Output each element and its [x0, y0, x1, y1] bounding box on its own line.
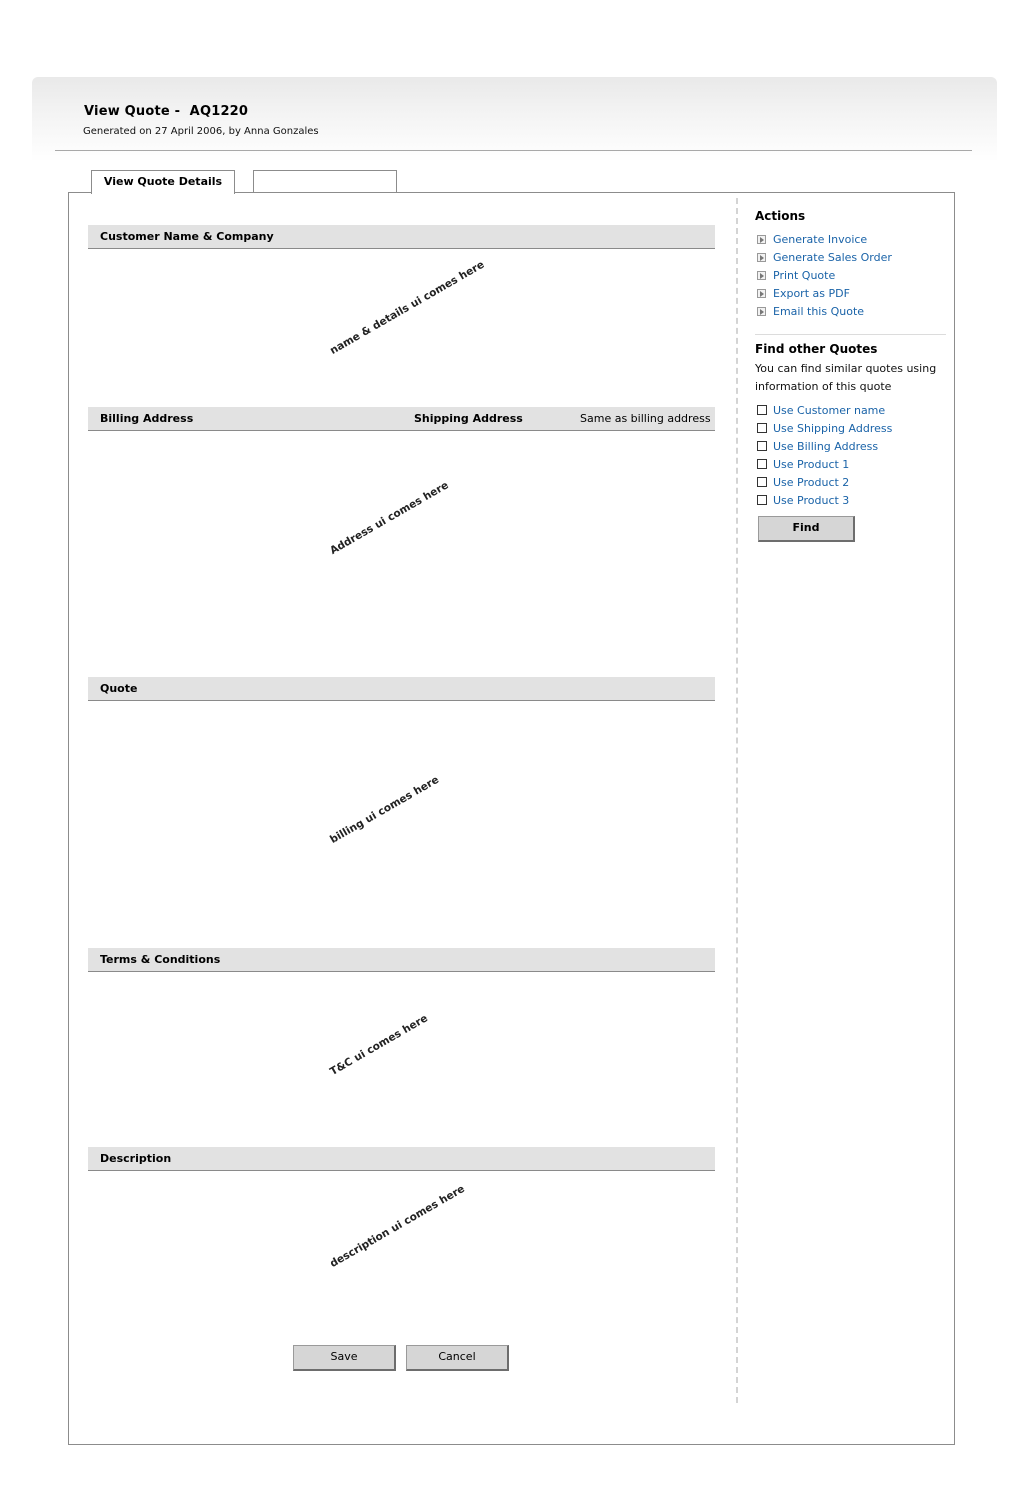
arrow-icon — [757, 271, 766, 280]
filter-label: Use Shipping Address — [773, 422, 893, 435]
arrow-icon — [757, 307, 766, 316]
section-title-quote: Quote — [100, 682, 138, 695]
page-subtitle: Generated on 27 April 2006, by Anna Gonzales — [83, 126, 319, 137]
save-button[interactable]: Save — [293, 1345, 396, 1371]
action-label: Print Quote — [773, 269, 836, 282]
section-title-shipping: Shipping Address — [414, 412, 523, 425]
arrow-icon — [757, 289, 766, 298]
section-title-terms: Terms & Conditions — [100, 953, 221, 966]
action-label: Email this Quote — [773, 305, 865, 318]
tab-view-quote-details[interactable]: View Quote Details — [91, 170, 235, 194]
actions-heading: Actions — [755, 209, 806, 223]
checkbox[interactable] — [757, 459, 767, 469]
placeholder-address: Address ui comes here — [328, 479, 451, 557]
sidebar-rule — [755, 334, 946, 335]
action-print-quote[interactable] — [757, 269, 835, 283]
same-as-billing-label[interactable]: Same as billing address — [580, 412, 711, 425]
action-label: Generate Invoice — [773, 233, 868, 246]
section-title-customer: Customer Name & Company — [100, 230, 274, 243]
cancel-button[interactable]: Cancel — [406, 1345, 509, 1371]
filter-customer-name[interactable] — [757, 404, 885, 417]
placeholder-description: description ui comes here — [328, 1182, 467, 1270]
placeholder-terms: T&C ui comes here — [328, 1012, 430, 1078]
checkbox[interactable] — [757, 441, 767, 451]
action-generate-sales-order[interactable] — [757, 251, 892, 265]
find-quotes-heading: Find other Quotes — [755, 342, 878, 356]
filter-product-3[interactable] — [757, 494, 849, 507]
checkbox[interactable] — [757, 477, 767, 487]
section-header-address — [88, 407, 715, 431]
filter-shipping-address[interactable] — [757, 422, 892, 435]
action-export-pdf[interactable] — [757, 287, 850, 301]
filter-label: Use Billing Address — [773, 440, 879, 453]
placeholder-customer: name & details ui comes here — [328, 258, 487, 357]
filter-product-1[interactable] — [757, 458, 849, 471]
filter-product-2[interactable] — [757, 476, 849, 489]
section-title-description: Description — [100, 1152, 172, 1165]
filter-label: Use Customer name — [773, 404, 886, 417]
action-label: Export as PDF — [773, 287, 850, 300]
header-divider — [55, 150, 972, 151]
filter-label: Use Product 3 — [773, 494, 850, 507]
filter-label: Use Product 1 — [773, 458, 850, 471]
filter-label: Use Product 2 — [773, 476, 850, 489]
tab-secondary[interactable] — [253, 170, 397, 192]
action-generate-invoice[interactable] — [757, 233, 867, 247]
section-title-billing: Billing Address — [100, 412, 194, 425]
arrow-icon — [757, 235, 766, 244]
find-button[interactable]: Find — [758, 516, 855, 542]
checkbox[interactable] — [757, 495, 767, 505]
filter-billing-address[interactable] — [757, 440, 878, 453]
checkbox[interactable] — [757, 405, 767, 415]
section-header-quote — [88, 677, 715, 701]
placeholder-quote: billing ui comes here — [328, 773, 442, 846]
section-header-terms — [88, 948, 715, 972]
checkbox[interactable] — [757, 423, 767, 433]
arrow-icon — [757, 253, 766, 262]
find-quotes-description: You can find similar quotes using information of this quote — [755, 362, 937, 393]
page-title: View Quote - AQ1220 — [84, 104, 249, 119]
sidebar-divider — [736, 198, 738, 1403]
action-label: Generate Sales Order — [773, 251, 892, 264]
action-email-quote[interactable] — [757, 305, 864, 319]
section-header-customer — [88, 225, 715, 249]
section-header-description — [88, 1147, 715, 1171]
